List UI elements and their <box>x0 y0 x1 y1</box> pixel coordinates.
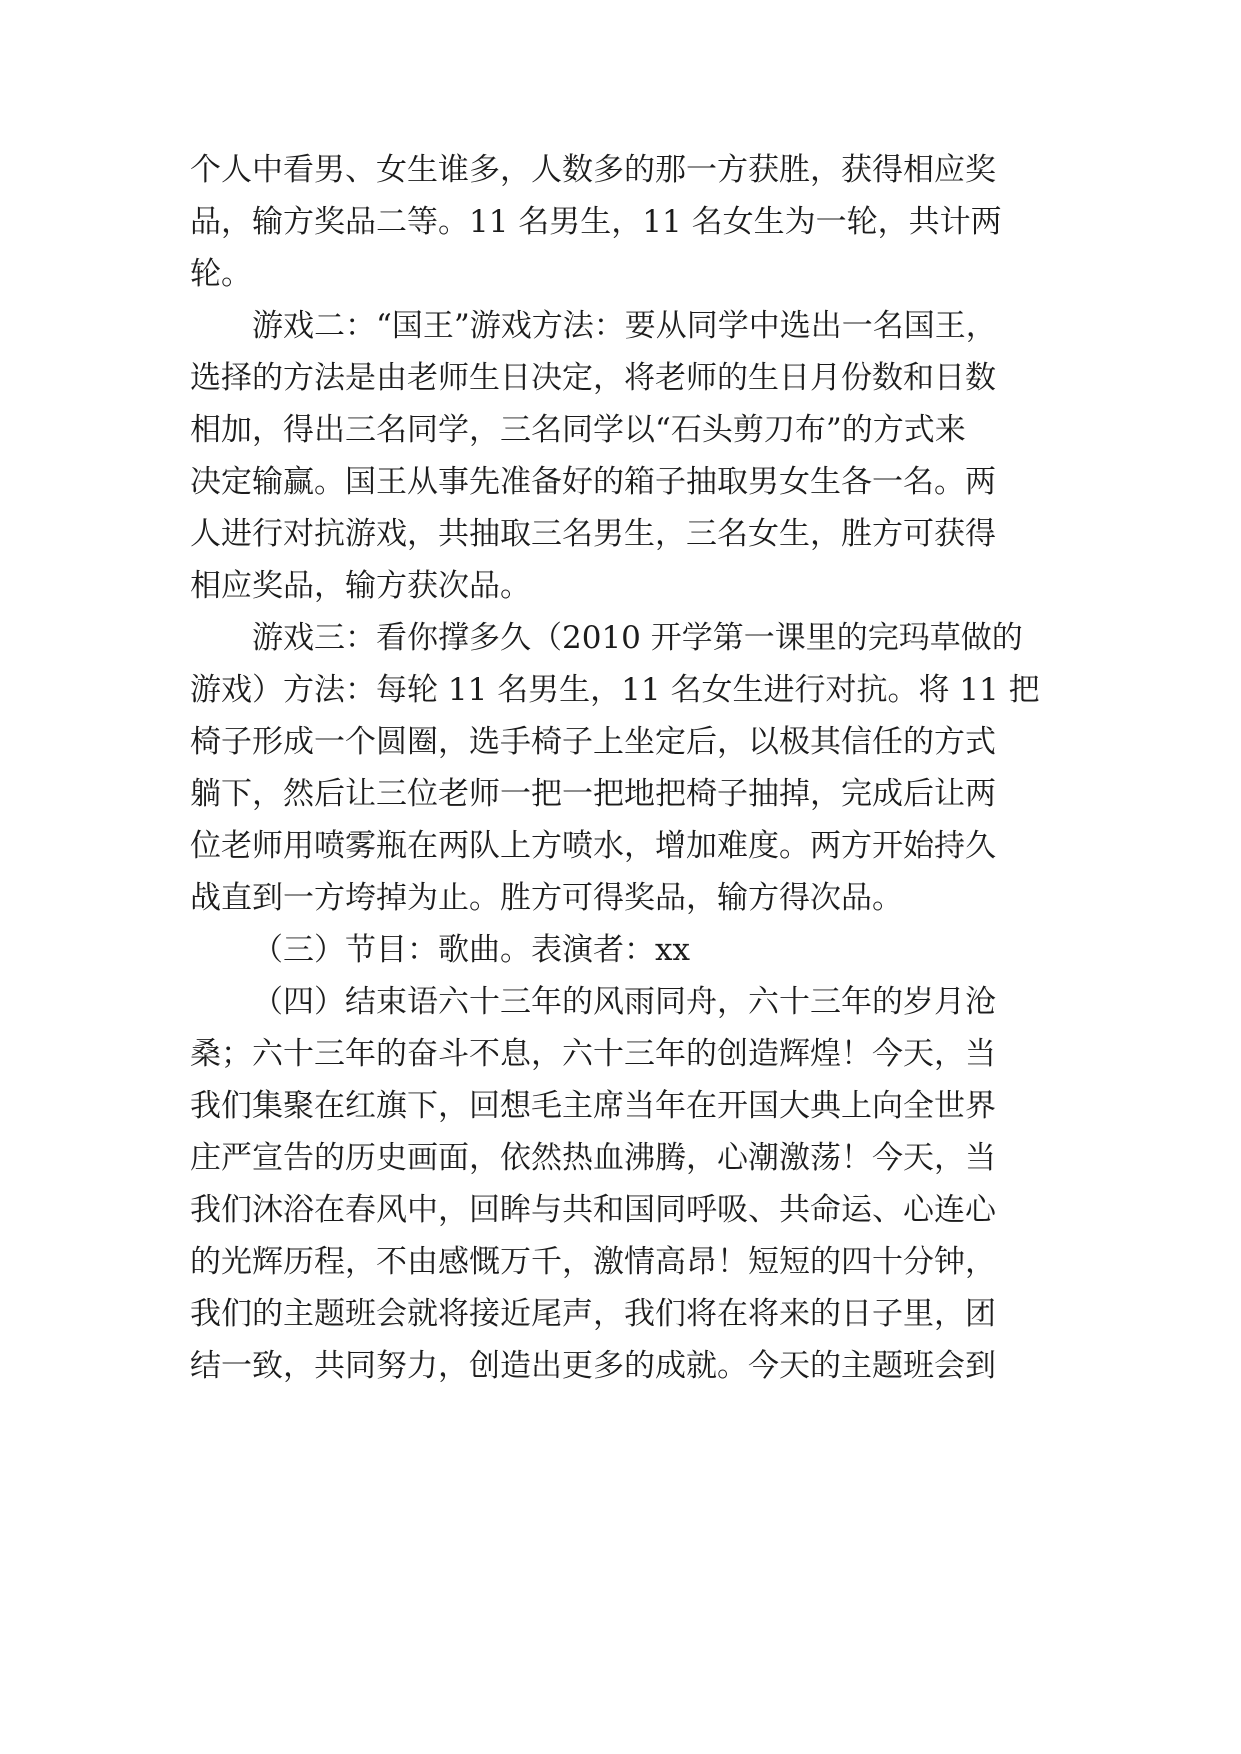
text-line: 桑；六十三年的奋斗不息，六十三年的创造辉煌！今天，当 <box>190 1036 996 1072</box>
text-line: 战直到一方垮掉为止。胜方可得奖品，输方得次品。 <box>190 880 903 916</box>
text-line: 我们沐浴在春风中，回眸与共和国同呼吸、共命运、心连心 <box>190 1192 996 1228</box>
text-line: 人进行对抗游戏，共抽取三名男生，三名女生，胜方可获得 <box>190 516 996 552</box>
text-line: 躺下，然后让三位老师一把一把地把椅子抽掉，完成后让两 <box>190 776 996 812</box>
text-line: 相加，得出三名同学，三名同学以“石头剪刀布”的方式来 <box>190 412 966 448</box>
text-line: 游戏）方法：每轮 11 名男生，11 名女生进行对抗。将 11 把 <box>190 672 1040 708</box>
text-line: 轮。 <box>190 256 252 292</box>
paragraph-first-line: 游戏三：看你撑多久（2010 开学第一课里的完玛草做的 <box>252 620 1023 656</box>
text-line: 的光辉历程，不由感慨万千，激情高昂！短短的四十分钟， <box>190 1244 996 1280</box>
paragraph-first-line: （四）结束语六十三年的风雨同舟，六十三年的岁月沧 <box>252 984 996 1020</box>
text-line: 我们的主题班会就将接近尾声，我们将在将来的日子里，团 <box>190 1296 996 1332</box>
text-line: 选择的方法是由老师生日决定，将老师的生日月份数和日数 <box>190 360 996 396</box>
text-line: 结一致，共同努力，创造出更多的成就。今天的主题班会到 <box>190 1348 996 1384</box>
text-line: 庄严宣告的历史画面，依然热血沸腾，心潮激荡！今天，当 <box>190 1140 996 1176</box>
text-line: 位老师用喷雾瓶在两队上方喷水，增加难度。两方开始持久 <box>190 828 996 864</box>
text-line: 决定输赢。国王从事先准备好的箱子抽取男女生各一名。两 <box>190 464 996 500</box>
text-line: 相应奖品，输方获次品。 <box>190 568 531 604</box>
text-line: 我们集聚在红旗下，回想毛主席当年在开国大典上向全世界 <box>190 1088 996 1124</box>
text-line: 椅子形成一个圆圈，选手椅子上坐定后，以极其信任的方式 <box>190 724 996 760</box>
paragraph-first-line: （三）节目：歌曲。表演者：xx <box>252 932 690 968</box>
text-line: 个人中看男、女生谁多，人数多的那一方获胜，获得相应奖 <box>190 152 996 188</box>
paragraph-first-line: 游戏二：“国王”游戏方法：要从同学中选出一名国王， <box>252 308 997 344</box>
text-line: 品，输方奖品二等。11 名男生，11 名女生为一轮，共计两 <box>190 204 1002 240</box>
